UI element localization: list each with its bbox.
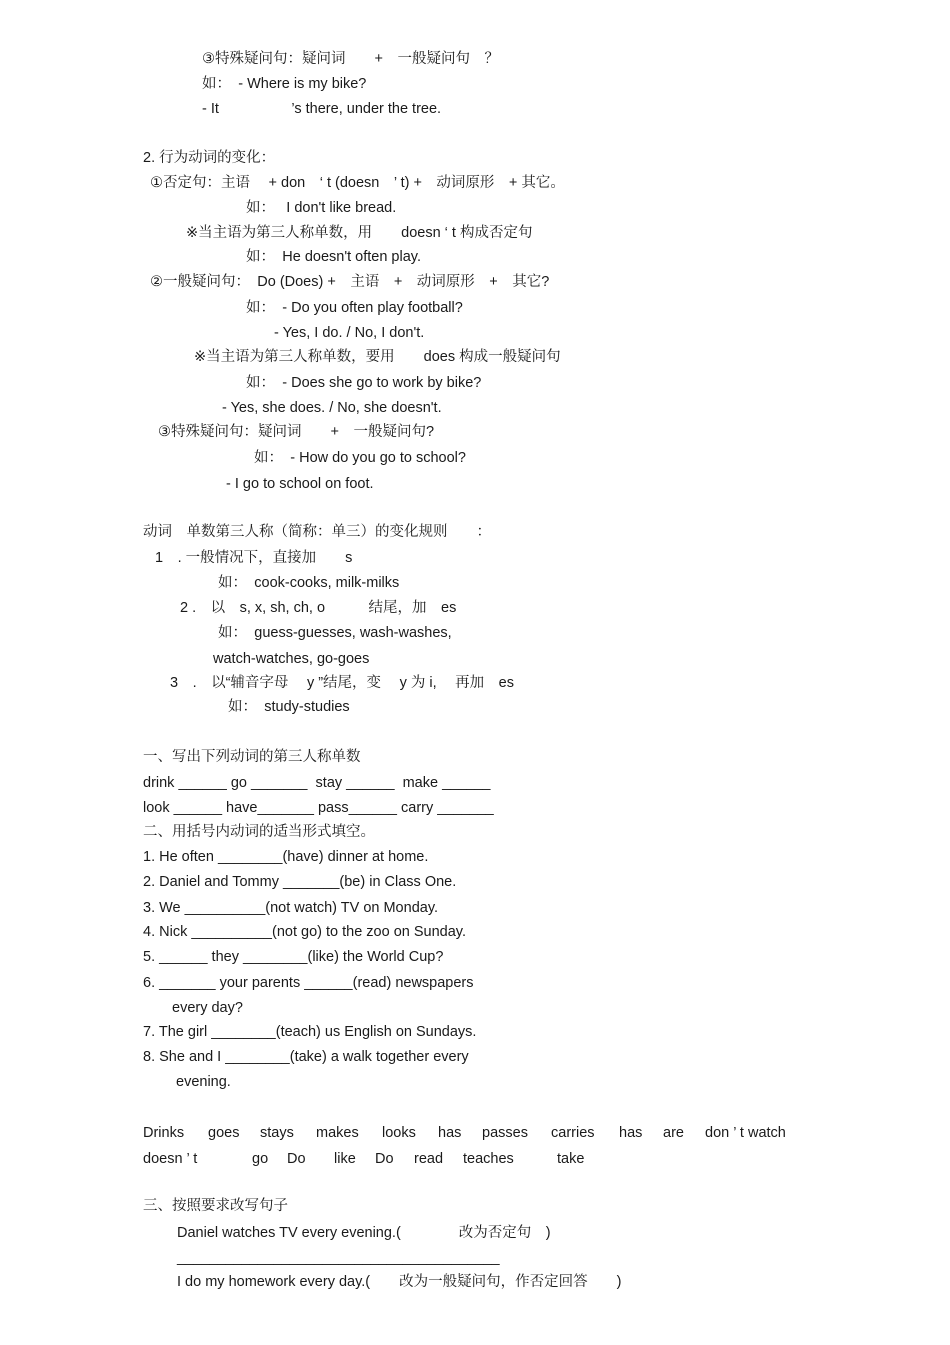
exercise-item: 4. Nick __________(not go) to the zoo on Sunday. xyxy=(143,924,466,940)
example-line: 如： - How do you go to school? xyxy=(254,450,466,466)
exercise-item-continuation: evening. xyxy=(176,1074,231,1090)
example-line: - I go to school on foot. xyxy=(226,476,374,492)
example-line: 如： He doesn't often play. xyxy=(246,249,421,265)
section-heading: 动词 单数第三人称（简称：单三）的变化规则 ： xyxy=(143,524,491,540)
fill-blank-row: look ______ have_______ pass______ carry _______ xyxy=(143,800,494,816)
exercise-item: 3. We __________(not watch) TV on Monday. xyxy=(143,900,439,916)
answer-word: passes xyxy=(482,1125,528,1141)
answer-word: makes xyxy=(316,1125,359,1141)
answer-word: read xyxy=(414,1151,444,1167)
answer-word: go xyxy=(252,1151,269,1167)
note-line: ※当主语为第三人称单数，要用 does 构成一般疑问句 xyxy=(194,349,561,365)
exercise-item: 2. Daniel and Tommy _______(be) in Class One. xyxy=(143,874,457,890)
answer-word: goes xyxy=(208,1125,240,1141)
answer-word: are xyxy=(663,1125,684,1141)
intro-line: ③特殊疑问句：疑问词 + 一般疑问句 ？ xyxy=(202,51,499,67)
rule-line: 1 . 一般情况下，直接加 s xyxy=(155,550,353,566)
fill-blank-row: drink ______ go _______ stay ______ make ______ xyxy=(143,775,491,791)
answer-word: don ’ t watch xyxy=(705,1125,786,1141)
exercise-heading: 三、按照要求改写句子 xyxy=(143,1198,288,1214)
exercise-item: 6. _______ your parents ______(read) newspapers xyxy=(143,975,474,991)
rule-line: 3 . 以“辅音字母 y ”结尾，变 y 为 i, 再加 es xyxy=(170,675,514,691)
example-line: - Yes, she does. / No, she doesn't. xyxy=(222,400,442,416)
rule-line: ③特殊疑问句：疑问词 + 一般疑问句? xyxy=(158,424,435,440)
example-line: 如： - Does she go to work by bike? xyxy=(246,375,482,391)
exercise-item: 1. He often ________(have) dinner at home. xyxy=(143,849,429,865)
rule-line: 2 . 以 s, x, sh, ch, o 结尾，加 es xyxy=(180,600,457,616)
exercise-item: 8. She and I ________(take) a walk together every xyxy=(143,1049,469,1065)
rewrite-prompt: I do my homework every day.( 改为一般疑问句，作否定回答 ) xyxy=(177,1274,622,1290)
answer-word: looks xyxy=(382,1125,416,1141)
rule-line: ②一般疑问句： Do (Does) + 主语 + 动词原形 + 其它? xyxy=(150,274,550,290)
note-line: ※当主语为第三人称单数，用 doesn ‘ t 构成否定句 xyxy=(186,225,533,241)
exercise-item: 5. ______ they ________(like) the World Cup? xyxy=(143,949,444,965)
rewrite-prompt: Daniel watches TV every evening.( 改为否定句 ) xyxy=(177,1225,551,1241)
answer-word: has xyxy=(619,1125,643,1141)
exercise-heading: 二、用括号内动词的适当形式填空。 xyxy=(143,824,375,840)
example-line: 如： I don't like bread. xyxy=(246,200,397,216)
answer-word: stays xyxy=(260,1125,294,1141)
section-heading: 2. 行为动词的变化： xyxy=(143,150,276,166)
exercise-item-continuation: every day? xyxy=(172,1000,243,1016)
answer-word: Drinks xyxy=(143,1125,185,1141)
answer-word: teaches xyxy=(463,1151,514,1167)
exercise-item: 7. The girl ________(teach) us English on Sundays. xyxy=(143,1024,477,1040)
example-line: 如： guess-guesses, wash-washes, xyxy=(218,625,452,641)
answer-word: has xyxy=(438,1125,462,1141)
answer-line: ________________________________________ xyxy=(177,1250,500,1266)
answer-word: take xyxy=(557,1151,585,1167)
intro-line: - It ’s there, under the tree. xyxy=(202,101,442,117)
answer-word: Do xyxy=(375,1151,394,1167)
exercise-heading: 一、写出下列动词的第三人称单数 xyxy=(143,749,361,765)
answer-word: doesn ’ t xyxy=(143,1151,198,1167)
example-line: watch-watches, go-goes xyxy=(213,651,370,667)
answer-word: Do xyxy=(287,1151,306,1167)
example-line: 如： study-studies xyxy=(228,699,350,715)
intro-line: 如： - Where is my bike? xyxy=(202,76,367,92)
answer-word: carries xyxy=(551,1125,595,1141)
example-line: 如： - Do you often play football? xyxy=(246,300,463,316)
rule-line: ①否定句：主语 + don ‘ t (doesn ’ t) + 动词原形 + 其它。 xyxy=(150,175,565,191)
example-line: 如： cook-cooks, milk-milks xyxy=(218,575,400,591)
answer-word: like xyxy=(334,1151,356,1167)
example-line: - Yes, I do. / No, I don't. xyxy=(274,325,425,341)
